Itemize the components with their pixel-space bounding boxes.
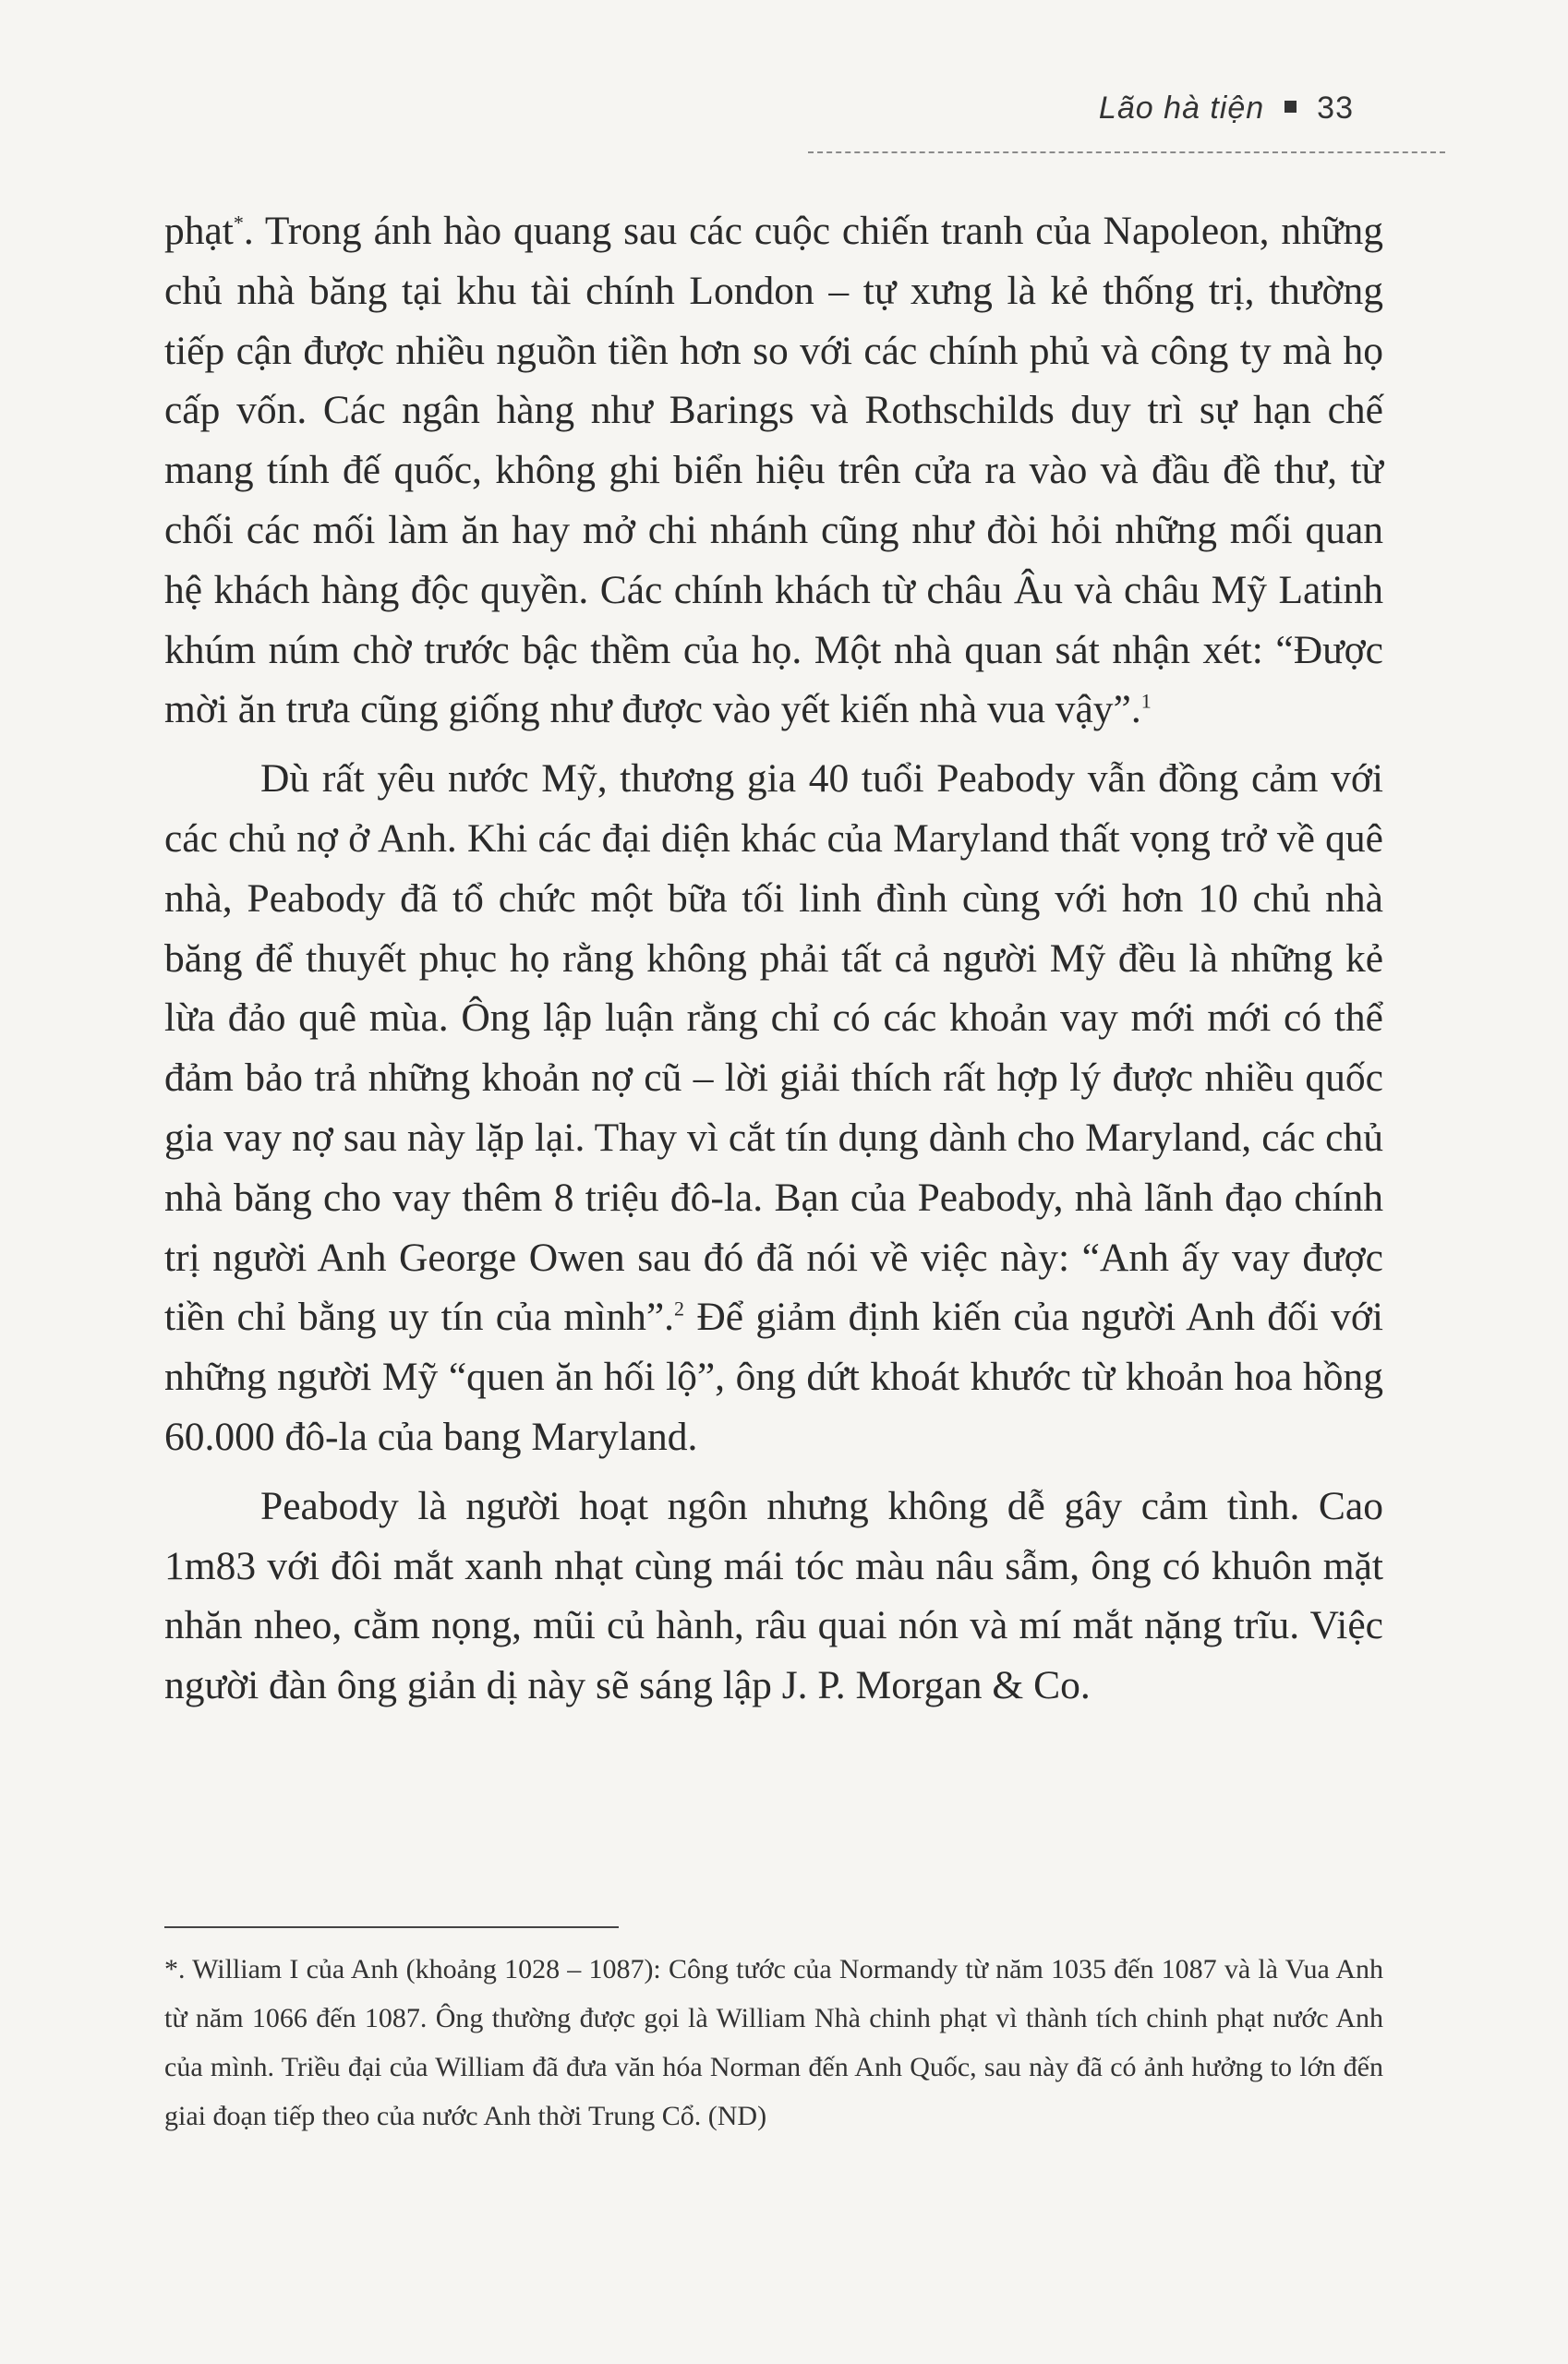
footnote-mark-label: * <box>164 1954 178 1984</box>
footnote-text: . William I của Anh (khoảng 1028 – 1087): Công tước của Normandy từ năm 1035 đến 1087 và là Vua Anh từ năm 1066 đến 1087. Ông thường được gọi là William Nhà chinh phạt vì thành tích chinh phạt nước Anh của mình. Triều đại của William đã đưa văn hóa Norman đến Anh Quốc, sau này đã có ảnh hưởng to lớn đến giai đoạn tiếp theo của nước Anh thời Trung Cổ. (ND) <box>164 1954 1383 2131</box>
footnote-rule <box>164 1926 619 1928</box>
paragraph-2-text-after: Để giảm định kiến của người Anh đối với những người Mỹ “quen ăn hối lộ”, ông dứt khoát khước từ khoản hoa hồng 60.000 đô-la của bang Maryland. <box>164 1295 1383 1459</box>
square-bullet-icon <box>1285 101 1297 113</box>
running-title: Lão hà tiện <box>1098 90 1265 126</box>
paragraph-1 <box>164 201 1383 740</box>
endnote-ref-2: 2 <box>674 1297 685 1321</box>
footnote-mark: * <box>233 211 244 235</box>
paragraph-3 <box>164 1477 1383 1716</box>
body-text <box>164 201 1383 1725</box>
paragraph-3-text: Peabody là người hoạt ngôn nhưng không dễ gây cảm tình. Cao 1m83 với đôi mắt xanh nhạt cùng mái tóc màu nâu sẫm, ông có khuôn mặt nhăn nheo, cằm nọng, mũi củ hành, râu quai nón và mí mắt nặng trĩu. Việc người đàn ông giản dị này sẽ sáng lập J. P. Morgan & Co. <box>164 1483 1383 1708</box>
footnote <box>164 1945 1383 2141</box>
paragraph-2-text: Dù rất yêu nước Mỹ, thương gia 40 tuổi Peabody vẫn đồng cảm với các chủ nợ ở Anh. Khi các đại diện khác của Maryland thất vọng trở về quê nhà, Peabody đã tổ chức một bữa tối linh đình cùng với hơn 10 chủ nhà băng để thuyết phục họ rằng không phải tất cả người Mỹ đều là những kẻ lừa đảo quê mùa. Ông lập luận rằng chỉ có các khoản vay mới mới có thể đảm bảo trả những khoản nợ cũ – lời giải thích rất hợp lý được nhiều quốc gia vay nợ sau này lặp lại. Thay vì cắt tín dụng dành cho Maryland, các chủ nhà băng cho vay thêm 8 triệu đô-la. Bạn của Peabody, nhà lãnh đạo chính trị người Anh George Owen sau đó đã nói về việc này: “Anh ấy vay được tiền chỉ bằng uy tín của mình”. <box>164 756 1383 1340</box>
paragraph-1-start: phạt <box>164 209 234 253</box>
header-dashed-rule <box>808 151 1445 153</box>
page-number: 33 <box>1317 90 1354 126</box>
running-header <box>1099 90 1354 127</box>
paragraph-2 <box>164 749 1383 1467</box>
endnote-ref-1: 1 <box>1140 689 1152 713</box>
paragraph-1-text: . Trong ánh hào quang sau các cuộc chiến tranh của Napoleon, những chủ nhà băng tại khu tài chính London – tự xưng là kẻ thống trị, thường tiếp cận được nhiều nguồn tiền hơn so với các chính phủ và công ty mà họ cấp vốn. Các ngân hàng như Barings và Rothschilds duy trì sự hạn chế mang tính đế quốc, không ghi biển hiệu trên cửa ra vào và đầu đề thư, từ chối các mối làm ăn hay mở chi nhánh cũng như đòi hỏi những mối quan hệ khách hàng độc quyền. Các chính khách từ châu Âu và châu Mỹ Latinh khúm núm chờ trước bậc thềm của họ. Một nhà quan sát nhận xét: “Được mời ăn trưa cũng giống như được vào yết kiến nhà vua vậy”. <box>164 209 1383 732</box>
